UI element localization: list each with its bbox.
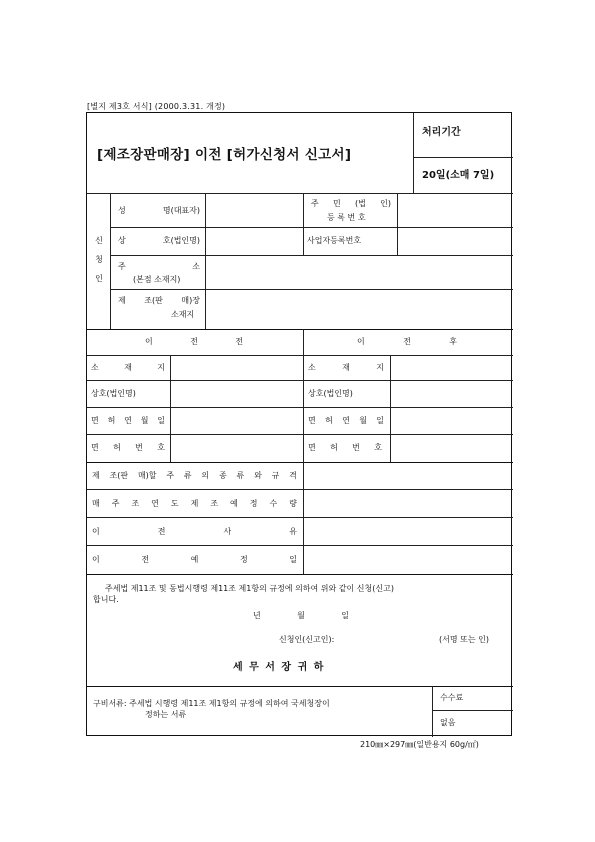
- label-char: 면: [308, 416, 316, 425]
- label-char: 주: [166, 471, 175, 480]
- label-part: 성: [118, 206, 126, 215]
- label-char: 제: [92, 471, 100, 480]
- label-char: 지: [157, 363, 165, 372]
- annual-quantity-label: [92, 499, 297, 509]
- label-part: 민: [333, 199, 341, 208]
- label-part: 제: [118, 296, 126, 305]
- after-license-no-label: [308, 443, 382, 453]
- label-char: 일: [289, 555, 297, 564]
- applicant-label-char: 인: [95, 274, 103, 283]
- label-char: 조: [131, 499, 140, 508]
- before-relocation-header: [145, 337, 243, 347]
- header-char: 전: [235, 337, 243, 346]
- label-char: 월: [140, 416, 149, 425]
- label-part: (법: [355, 199, 366, 208]
- after-location-label: [308, 363, 384, 373]
- label-char: 면: [91, 416, 99, 425]
- label-char: 조: [210, 499, 219, 508]
- label-char: 일: [157, 416, 165, 425]
- before-location-field[interactable]: [172, 357, 301, 378]
- before-license-no-label: [91, 443, 165, 453]
- annual-quantity-field[interactable]: [305, 491, 511, 515]
- biz-reg-label: 사업자등록번호: [307, 236, 362, 245]
- label-char: 재: [124, 363, 132, 372]
- relocation-reason-label: [92, 527, 297, 537]
- header-char: 전: [190, 337, 198, 346]
- address-label-2: (본점 소재지): [133, 275, 181, 284]
- label-char: 제: [190, 499, 199, 508]
- after-location-field[interactable]: [392, 357, 511, 378]
- label-part: 소: [192, 262, 200, 271]
- label-part: 호(법인명): [162, 236, 200, 245]
- declaration-text: [93, 583, 507, 605]
- label-part: 명(대표자): [162, 206, 200, 215]
- signature-or-seal-label: (서명 또는 인): [439, 635, 489, 644]
- resident-no-label: [311, 199, 391, 209]
- label-char: 조(판: [109, 471, 129, 480]
- label-char: 호: [157, 443, 165, 452]
- label-char: 허: [107, 416, 116, 425]
- label-part: 매)장: [181, 296, 200, 305]
- after-trade-field[interactable]: [392, 382, 511, 405]
- label-char: 류: [183, 471, 192, 480]
- label-char: 연: [151, 499, 159, 508]
- application-date: [253, 611, 349, 621]
- factory-location-label-2: 소재지: [171, 310, 195, 319]
- label-part: 주: [311, 199, 319, 208]
- label-char: 소: [308, 363, 316, 372]
- after-license-date-field[interactable]: [392, 409, 511, 432]
- fee-label: 수수료: [440, 693, 464, 702]
- label-char: 연: [342, 416, 350, 425]
- before-license-no-field[interactable]: [172, 436, 301, 460]
- liquor-kinds-label: [92, 471, 297, 481]
- address-label: [118, 262, 200, 272]
- form-number-note: [별지 제3호 서식] (2000.3.31. 개정): [87, 102, 226, 111]
- label-char: 전: [141, 555, 150, 564]
- label-char: 이: [92, 555, 100, 564]
- before-location-label: [91, 363, 165, 373]
- header-char: 후: [449, 337, 457, 346]
- label-char: 정: [239, 555, 248, 564]
- fee-value: 없음: [440, 718, 456, 727]
- trade-name-field[interactable]: [207, 229, 301, 253]
- before-trade-field[interactable]: [172, 382, 301, 405]
- label-char: 연: [124, 416, 132, 425]
- paper-size-note: 210㎜×297㎜(일반용지 60g/㎡): [360, 740, 479, 749]
- header-char: 이: [145, 337, 153, 346]
- after-trade-label: 상호(법인명): [308, 389, 353, 398]
- processing-period-label: 처리기간: [422, 127, 461, 138]
- label-char: 호: [374, 443, 382, 452]
- label-char: 이: [92, 527, 100, 536]
- label-char: 재: [342, 363, 350, 372]
- processing-period-value: 20일(소매 7일): [422, 170, 495, 181]
- label-char: 예: [190, 555, 199, 564]
- required-documents: [93, 698, 429, 720]
- relocation-reason-field[interactable]: [305, 519, 511, 543]
- label-char: 수: [269, 499, 278, 508]
- label-char: 예: [230, 499, 238, 508]
- after-license-date-label: [308, 416, 384, 426]
- label-char: 전: [157, 527, 166, 536]
- application-form: [86, 112, 512, 736]
- form-title: [제조장판매장] 이전 [허가신청서 신고서]: [97, 147, 352, 163]
- resident-no-label-2: 등 록 번 호: [327, 213, 366, 222]
- label-char: 면: [91, 443, 99, 452]
- label-char: 량: [289, 499, 297, 508]
- applicant-section-label: [92, 231, 106, 288]
- label-char: 번: [135, 443, 143, 452]
- before-license-date-field[interactable]: [172, 409, 301, 432]
- label-char: 주: [111, 499, 120, 508]
- label-part: 주: [118, 262, 126, 271]
- date-part: 일: [341, 611, 349, 620]
- factory-location-label: [118, 296, 200, 306]
- label-char: 소: [91, 363, 99, 372]
- label-char: 유: [289, 527, 297, 536]
- resident-no-field[interactable]: [399, 195, 511, 225]
- label-char: 허: [325, 416, 333, 425]
- label-char: 도: [170, 499, 179, 508]
- label-char: 번: [352, 443, 360, 452]
- label-char: 지: [376, 363, 384, 372]
- name-field[interactable]: [207, 195, 301, 225]
- before-license-date-label: [91, 416, 165, 426]
- label-char: 종: [218, 471, 227, 480]
- label-part: 조(판: [144, 296, 163, 305]
- trade-name-label: [118, 236, 200, 246]
- label-char: 매)할: [137, 471, 157, 480]
- label-char: 면: [308, 443, 316, 452]
- name-label: [118, 206, 200, 216]
- label-char: 허: [330, 443, 338, 452]
- relocation-date-label: [92, 555, 297, 565]
- documents-line: 구비서류: 주세법 시행령 제11조 제1항의 규정에 의하여 국세청장이: [93, 699, 330, 708]
- after-relocation-header: [357, 337, 457, 347]
- label-char: 격: [289, 471, 297, 480]
- declaration-line: 합니다.: [93, 595, 119, 604]
- address-field[interactable]: [207, 257, 511, 287]
- applicant-label-char: 신: [95, 236, 103, 245]
- documents-line: 정하는 서류: [145, 710, 187, 719]
- header-char: 전: [403, 337, 411, 346]
- header-char: 이: [357, 337, 365, 346]
- label-char: 매: [92, 499, 100, 508]
- label-char: 사: [223, 527, 232, 536]
- applicant-label-char: 청: [95, 255, 103, 264]
- label-char: 허: [113, 443, 121, 452]
- label-char: 와: [254, 471, 262, 480]
- label-char: 류: [236, 471, 245, 480]
- date-part: 월: [297, 611, 305, 620]
- date-part: 년: [253, 611, 261, 620]
- biz-reg-field[interactable]: [399, 229, 511, 253]
- applicant-signature-label: 신청인(신고인):: [279, 635, 335, 644]
- label-char: 월: [359, 416, 367, 425]
- label-part: 상: [118, 236, 126, 245]
- label-char: 일: [376, 416, 384, 425]
- before-trade-label: 상호(법인명): [91, 389, 136, 398]
- addressee: 세 무 서 장 귀 하: [233, 662, 325, 673]
- after-license-no-field[interactable]: [392, 436, 511, 460]
- declaration-line: 주세법 제11조 및 동법시행령 제11조 제1항의 규정에 의하여 위와 같이 신청(신고): [105, 584, 394, 593]
- label-char: 규: [271, 471, 280, 480]
- label-part: 인): [380, 199, 391, 208]
- liquor-kinds-field[interactable]: [305, 464, 511, 487]
- label-char: 의: [201, 471, 210, 480]
- relocation-date-field[interactable]: [305, 547, 511, 572]
- factory-location-field[interactable]: [207, 291, 511, 327]
- label-char: 정: [249, 499, 258, 508]
